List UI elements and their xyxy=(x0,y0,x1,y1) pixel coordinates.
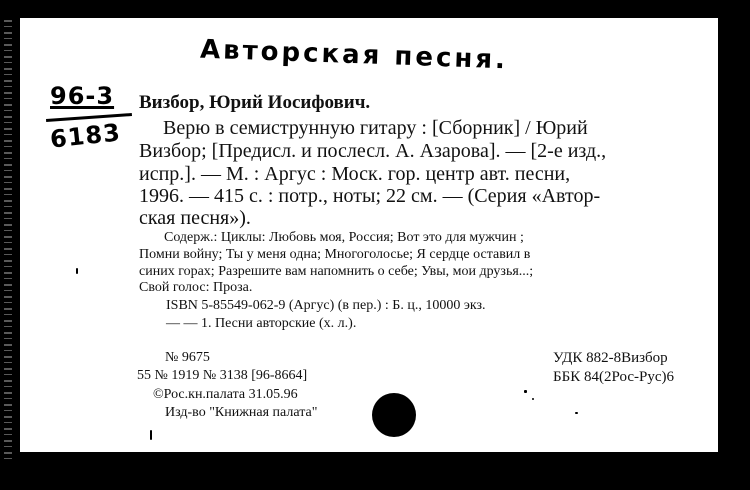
scan-edge-strip xyxy=(4,20,12,460)
catalog-card xyxy=(20,18,718,452)
ink-speck xyxy=(532,398,534,400)
copyright-line: ©Рос.кн.палата 31.05.96 xyxy=(153,387,298,402)
title-line: испр.]. — М. : Аргус : Моск. гор. центр авт. песни, xyxy=(139,163,571,185)
author-heading: Визбор, Юрий Иосифович. xyxy=(139,92,371,113)
title-line: ская песня»). xyxy=(139,207,251,229)
shelfmark-bottom: 6183 xyxy=(48,118,123,154)
udk-code: УДК 882-8Визбор xyxy=(553,350,668,366)
handwritten-heading: Авторская песня. xyxy=(199,34,509,76)
title-line: Верю в семиструнную гитару : [Сборник] / Юрий xyxy=(163,117,588,139)
contents-line: Свой голос: Проза. xyxy=(139,280,253,295)
subject-line: — — 1. Песни авторские (х. л.). xyxy=(166,316,357,331)
contents-line: Помни войну; Ты у меня одна; Многоголосье; Я сердце оставил в xyxy=(139,247,531,262)
ink-speck xyxy=(76,268,78,274)
publisher-line: Изд-во "Книжная палата" xyxy=(165,405,318,420)
ink-speck xyxy=(150,430,152,440)
ink-speck xyxy=(524,390,527,393)
bbk-code: ББК 84(2Рос-Рус)6 xyxy=(553,369,674,385)
shelfmark-top: 96-3 xyxy=(50,82,115,110)
title-line: Визбор; [Предисл. и послесл. А. Азарова]. — [2-е изд., xyxy=(139,140,607,162)
contents-line: синих горах; Разрешите вам напомнить о себе; Увы, мои друзья...; xyxy=(139,264,534,279)
isbn-line: ISBN 5-85549-062-9 (Аргус) (в пер.) : Б. ц., 10000 экз. xyxy=(166,298,486,313)
registration-number: 55 № 1919 № 3138 [96-8664] xyxy=(137,368,308,383)
ink-speck xyxy=(575,412,578,414)
ink-stamp-blot xyxy=(372,393,416,437)
contents-line: Содерж.: Циклы: Любовь моя, Россия; Вот это для мужчин ; xyxy=(164,230,524,245)
card-number: № 9675 xyxy=(165,350,210,365)
title-line: 1996. — 415 с. : потр., ноты; 22 см. — (Серия «Автор- xyxy=(139,185,601,207)
